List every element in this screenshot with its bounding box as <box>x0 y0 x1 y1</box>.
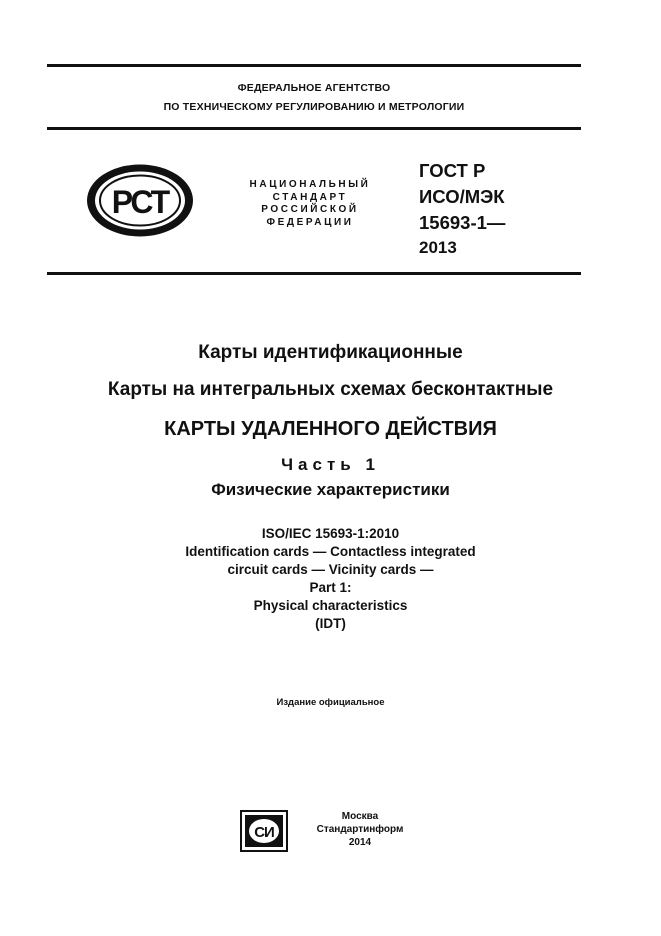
standard-type-line-1: НАЦИОНАЛЬНЫЙ <box>249 179 371 190</box>
agency-line-2: ПО ТЕХНИЧЕСКОМУ РЕГУЛИРОВАНИЮ И МЕТРОЛОГИИ <box>163 101 465 113</box>
standard-code-line-2: ИСО/МЭК <box>419 186 505 207</box>
standard-type-line-3: РОССИЙСКОЙ <box>261 204 359 215</box>
rst-logo <box>85 163 195 238</box>
top-rule <box>47 64 581 67</box>
title-en-subtitle: Physical characteristics <box>253 598 408 613</box>
agency-line-1: ФЕДЕРАЛЬНОЕ АГЕНТСТВО <box>237 82 391 94</box>
title-en-part: Part 1: <box>309 580 352 595</box>
standard-type-line-4: ФЕДЕРАЦИИ <box>266 216 354 228</box>
title-en-code: ISO/IEC 15693-1:2010 <box>261 526 400 541</box>
title-en-line-1: Identification cards — Contactless integrated <box>185 544 476 559</box>
header-rule <box>47 127 581 130</box>
standard-code-line-1: ГОСТ Р <box>419 160 486 181</box>
title-ru-subtitle: Физические характеристики <box>211 480 450 499</box>
standard-year: 2013 <box>419 238 457 257</box>
publisher-name: Стандартинформ <box>316 824 404 835</box>
publisher-year: 2014 <box>348 837 372 848</box>
standard-code-line-3: 15693-1— <box>419 212 506 233</box>
title-ru-part: Часть 1 <box>281 455 380 474</box>
title-en-line-2: circuit cards — Vicinity cards — <box>227 562 434 577</box>
title-ru-line-2: Карты на интегральных схемах бесконтактные <box>107 379 554 400</box>
title-ru-line-3: КАРТЫ УДАЛЕННОГО ДЕЙСТВИЯ <box>164 418 497 440</box>
title-en-idt: (IDT) <box>315 616 346 631</box>
bottom-rule <box>47 272 581 275</box>
publisher-logo <box>240 810 288 852</box>
publisher-city: Москва <box>341 811 379 822</box>
edition-label: Издание официальное <box>276 697 385 708</box>
publisher-logo-text: СИ <box>254 824 274 841</box>
title-ru-line-1: Карты идентификационные <box>198 342 463 363</box>
rst-logo-text: РСТ <box>111 184 169 220</box>
standard-type-line-2: СТАНДАРТ <box>272 191 348 203</box>
